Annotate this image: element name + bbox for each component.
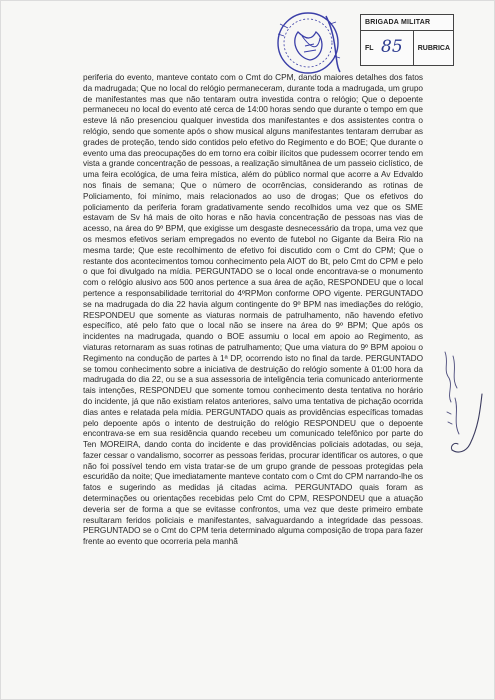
handwritten-margin-mark — [448, 392, 488, 462]
stamp-divider — [413, 31, 414, 65]
brigada-militar-page-stamp — [360, 14, 454, 66]
stamp-page-number: 85 — [381, 37, 403, 57]
stamp-rubrica-label: RUBRICA — [417, 45, 450, 52]
stamp-page-field — [361, 31, 453, 65]
official-seal-stamp — [268, 10, 352, 76]
testimony-body-text: periferia do evento, manteve contato com o Cmt do CPM, dando maiores detalhes dos fatos da madrugada; Que no local do relógio permaneceram, durante toda a madrugada, um grupo de manifestantes mas que não tentaram outra investida contra o relógio; Que o depoente permaneceu no local do evento até cerca de 14:00 horas sendo que durante o tempo em que esteve lá não presenciou qualquer investida dos manifestantes e dos assistentes contra o relógio, sendo que somente após o show musical alguns manifestantes tentaram derrubar as grades de proteção, tendo sido contidos pelo efetivo do Regimento e do BOE; Que durante o evento uma das preocupações do em torno era coibir ilícitos que pudessem ocorrer tendo em vista a grande concentração de pessoas, a realização simultânea de um passeio ciclístico, de uma feira ecológica, de uma feira mística, além do público normal que acorre a Av Edvaldo nos finais de semana; Que o número de ocorrências, considerando as rotinas de Policiamento, foi mínimo, mais relacionados ao uso de drogas; Que os efetivos do policiamento da periferia foram gradativamente sendo recolhidos uma vez que os SME estavam de Sv há mais de oito horas e não havia concentração de pessoas nas vias de acesso, na área do 9º BPM, que exigisse um desgaste desnecessário da tropa, uma vez que os mesmos efetivos seriam empregados no evento de futebol no Gigante da Beira Rio na mesma tarde; Que este recolhimento de efetivo foi discutido com o Cmt do CPM; Que o restante dos acontecimentos tomou conhecimento pela AIOT do Bt, pelo Cmt do CPM e pelo o que foi divulgado na mídia. PERGUNTADO se o local onde encontrava-se o monumento com o relógio alusivo aos 500 anos pertence a sua área de ação, RESPONDEU que o local pertence a responsabilidade territorial do 4ºRPMon conforme OPO vigente. PERGUNTADO se na madrugada do dia 22 havia algum contingente do 9º BPM nas imediações do relógio, RESPONDEU que somente as viaturas normais de patrulhamento, não havendo efetivo específico, até pelo fato que o local não se insere na área do 9º BPM; Que após os incidentes na madrugada, quando o BOE assumiu o local em apoio ao Regimento, as viaturas retornaram as suas rotinas de patrulhamento; Que uma viatura do 9º BPM apoiou o Regimento na condução de partes à 1ª DP, ocorrendo isto no final da tarde. PERGUNTADO se tomou conhecimento sobre a iniciativa de destruição do relógio somente à 01:00 hora da madrugada do dia 22, ou se a sua assessoria de inteligência teria comunicado anteriormente tais intenções, RESPONDEU que somente tomou conhecimento desta tentativa no horário do incidente, já que não existiam relatos anteriores, salvo uma tentativa de pichação ocorrida dias antes e relatada pela mídia. PERGUNTADO quais as providências específicas tomadas pelo depoente após o intento de destruição do relógio RESPONDEU que o depoente encontrava-se em sua residência quando recebeu um comunicado telefônico por parte do Ten MOREIRA, dando conta do incidente e das providências policiais adotadas, ou seja, fazer cessar o vandalismo, socorrer as pessoas feridas, procurar identificar os autores, o que não foi possível tendo em vista tratar-se de um grupo grande de pessoas protegidas pela escuridão da noite; Que imediatamente manteve contato com o Cmt do CPM narrando-lhe os fatos e sugerindo as medidas já citadas acima. PERGUNTADO quais foram as determinações ou orientações recebidas pelo Cmt do CPM, RESPONDEU que a atuação deveria ser de forma a que se evitasse confrontos, uma vez que deste primeiro embate resultaram feridos policiais e manifestantes, salvaguardando a integridade das pessoas. PERGUNTADO se o Cmt do CPM teria determinado alguma composição de tropa para fazer frente ao evento que ocorreria pela manhã — [83, 72, 423, 547]
stamp-org-label: BRIGADA MILITAR — [361, 15, 453, 31]
stamp-fl-label: FL — [365, 45, 374, 52]
